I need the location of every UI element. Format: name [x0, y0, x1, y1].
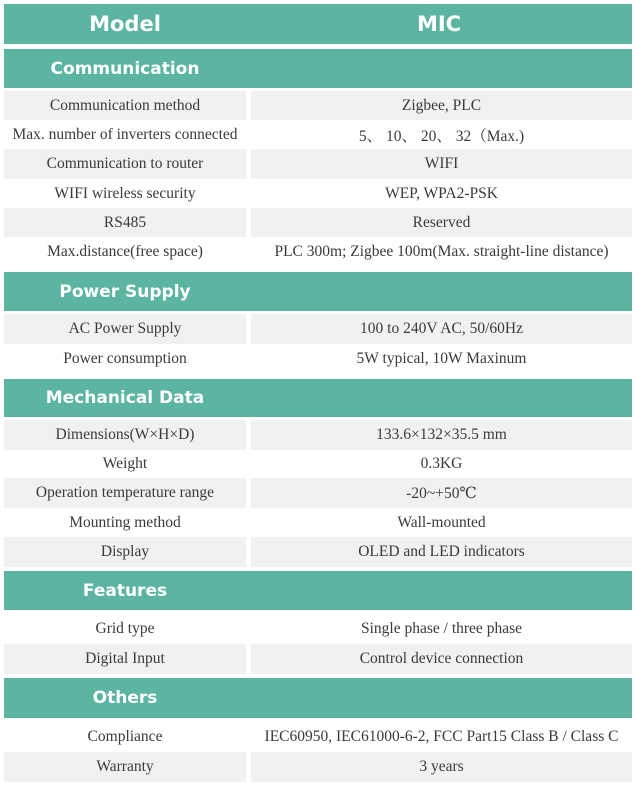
row-label: Dimensions(W×H×D)	[4, 420, 246, 450]
row-value: IEC60950, IEC61000-6-2, FCC Part15 Class B / Class C	[251, 721, 632, 752]
section-power-supply	[4, 272, 632, 311]
section-title: Power Supply	[59, 281, 191, 302]
table-row	[4, 420, 632, 450]
table-row	[4, 450, 632, 478]
table-row	[4, 208, 632, 237]
table-row	[4, 537, 632, 567]
row-label: Power consumption	[4, 344, 246, 374]
table-row	[4, 314, 632, 344]
table-row	[4, 91, 632, 120]
row-label: Warranty	[4, 752, 246, 782]
row-value: OLED and LED indicators	[251, 537, 632, 567]
table-row	[4, 508, 632, 537]
table-row	[4, 179, 632, 208]
row-label: Digital Input	[4, 644, 246, 674]
header-model-label: Model	[89, 12, 161, 36]
row-label: Communication to router	[4, 149, 246, 179]
section-communication	[4, 49, 632, 88]
row-value: Control device connection	[251, 644, 632, 674]
header-model-value: MIC	[416, 12, 462, 36]
table-row	[4, 478, 632, 508]
row-label: RS485	[4, 208, 246, 237]
section-others	[4, 678, 632, 718]
row-value: WIFI	[251, 149, 632, 179]
section-mechanical-data	[4, 379, 632, 417]
table-row	[4, 721, 632, 752]
row-label: Max.distance(free space)	[4, 237, 246, 267]
row-label: Compliance	[4, 721, 246, 752]
row-value: 5W typical, 10W Maxinum	[251, 344, 632, 374]
row-value: Reserved	[251, 208, 632, 237]
row-value: 100 to 240V AC, 50/60Hz	[251, 314, 632, 344]
row-label: Communication method	[4, 91, 246, 120]
row-value: 0.3KG	[251, 450, 632, 478]
table-row	[4, 344, 632, 374]
section-title: Features	[82, 580, 168, 601]
row-value: -20~+50℃	[251, 478, 632, 508]
row-value: 3 years	[251, 752, 632, 782]
row-label: Weight	[4, 450, 246, 478]
table-row	[4, 120, 632, 149]
row-label: AC Power Supply	[4, 314, 246, 344]
row-value: Single phase / three phase	[251, 613, 632, 644]
row-label: Operation temperature range	[4, 478, 246, 508]
section-title: Communication	[50, 58, 200, 79]
table-row	[4, 237, 632, 267]
row-value: PLC 300m; Zigbee 100m(Max. straight-line distance)	[251, 237, 632, 267]
row-label: Mounting method	[4, 508, 246, 537]
table-row	[4, 752, 632, 782]
row-value: Zigbee, PLC	[251, 91, 632, 120]
row-label: Display	[4, 537, 246, 567]
row-label: WIFI wireless security	[4, 179, 246, 208]
section-title: Mechanical Data	[45, 388, 205, 408]
row-value: WEP, WPA2-PSK	[251, 179, 632, 208]
section-features	[4, 571, 632, 610]
row-value: 133.6×132×35.5 mm	[251, 420, 632, 450]
row-label: Grid type	[4, 613, 246, 644]
section-title: Others	[92, 688, 158, 708]
spec-table	[4, 4, 632, 782]
row-value: 5、 10、 20、 32（Max.)	[251, 120, 632, 149]
row-label: Max. number of inverters connected	[4, 120, 246, 149]
row-value: Wall-mounted	[251, 508, 632, 537]
table-row	[4, 644, 632, 674]
table-header	[4, 4, 632, 44]
table-row	[4, 613, 632, 644]
table-row	[4, 149, 632, 179]
